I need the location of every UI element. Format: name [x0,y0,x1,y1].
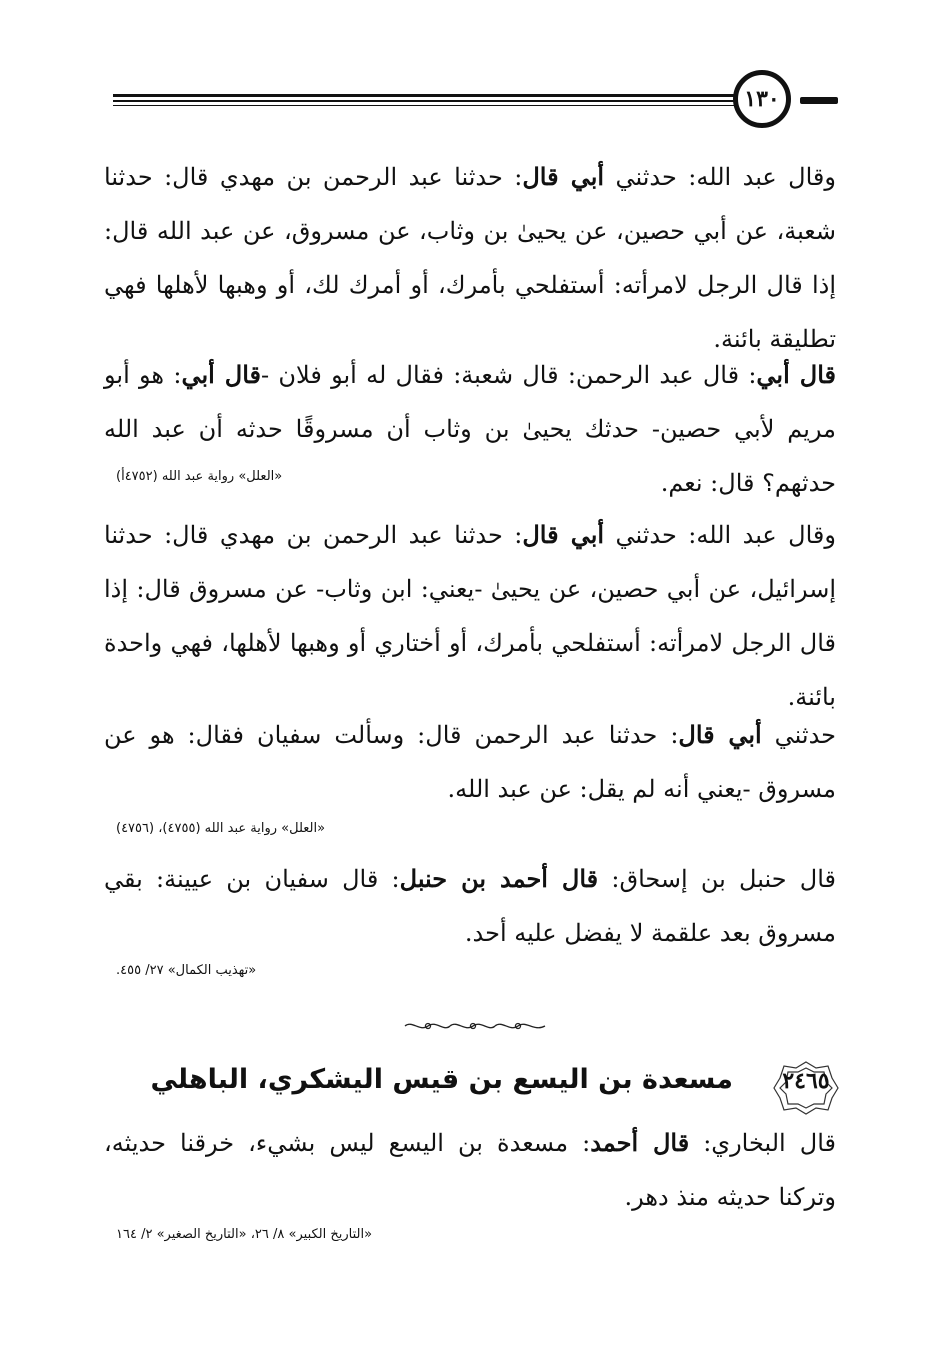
paragraph [104,1116,836,1224]
paragraph-bold-text: قال أبي [181,360,262,389]
ornament-divider-icon [400,1018,550,1034]
paragraph [104,708,836,816]
source-citation: «العلل» رواية عبد الله (٤٧٥٢أ) [116,469,283,484]
paragraph-bold-text: قال أحمد بن حنبل [399,864,599,893]
paragraph-bold-text: قال أحمد [590,1128,690,1157]
paragraph-text: وقال عبد الله: حدثني [604,521,836,549]
paragraph [104,852,836,960]
paragraph-text: وقال عبد الله: حدثني [604,163,836,191]
entry-title: مسعدة بن اليسع بن قيس اليشكري، الباهلي [150,1064,733,1095]
paragraph [104,150,836,366]
paragraph-text: : حدثنا عبد الرحمن بن مهدي قال: حدثنا شعبة، عن أبي حصين، عن يحيىٰ بن وثاب، عن مسروق، عن عبد الله قال: إذا قال الرجل لامرأته: أستفلحي بأمرك، أو أمرك لك، أو وهبها لأهلها فهي تطليقة بائنة. [104,163,836,353]
paragraph-text: : حدثنا عبد الرحمن قال: وسألت سفيان فقال: هو عن مسروق -يعني أنه لم يقل: عن عبد الله. [104,721,836,803]
page-number: ١٣٠ [733,70,791,128]
paragraph-bold-text: أبي قال [678,720,762,749]
source-citation: «تهذيب الكمال» ٢٧/ ٤٥٥. [116,963,257,978]
header-rule-tail [800,97,838,104]
paragraph-text: : حدثنا عبد الرحمن بن مهدي قال: حدثنا إسرائيل، عن أبي حصين، عن يحيىٰ -يعني: ابن وثاب- عن مسروق قال: إذا قال الرجل لامرأته: أستفلحي بأمرك، أو أختاري أو وهبها لأهلها، فهي واحدة بائنة. [104,521,836,711]
paragraph-text: : هو أبو مريم لأبي حصين- حدثك يحيىٰ بن وثاب أن مسروقًا حدثه أن عبد الله حدثهم؟ قال: نعم. [104,361,836,497]
header-rule [113,105,737,106]
header-rule [113,100,737,102]
paragraph-bold-text: قال أبي [756,360,836,389]
source-citation: «العلل» رواية عبد الله (٤٧٥٥)، (٤٧٥٦) [116,821,326,836]
paragraph [104,348,836,510]
paragraph-bold-text: أبي قال [522,162,605,191]
paragraph-text: : قال سفيان بن عيينة: بقي مسروق بعد علقمة لا يفضل عليه أحد. [104,865,836,947]
header-rule [113,94,737,97]
entry-number: ٢٤٦٥ [782,1068,830,1094]
paragraph-text: : مسعدة بن اليسع ليس بشيء، خرقنا حديثه، وتركنا حديثه منذ دهر. [104,1129,836,1211]
paragraph-text: قال حنبل بن إسحاق: [598,865,836,893]
paragraph-text: : قال عبد الرحمن: قال شعبة: فقال له أبو فلان - [261,361,757,389]
paragraph-bold-text: أبي قال [522,520,605,549]
paragraph-text: قال البخاري: [689,1129,836,1157]
source-citation: «التاريخ الكبير» ٨/ ٢٦، «التاريخ الصغير» ٢/ ١٦٤ [116,1227,373,1242]
paragraph [104,508,836,724]
paragraph-text: حدثني [761,721,836,749]
